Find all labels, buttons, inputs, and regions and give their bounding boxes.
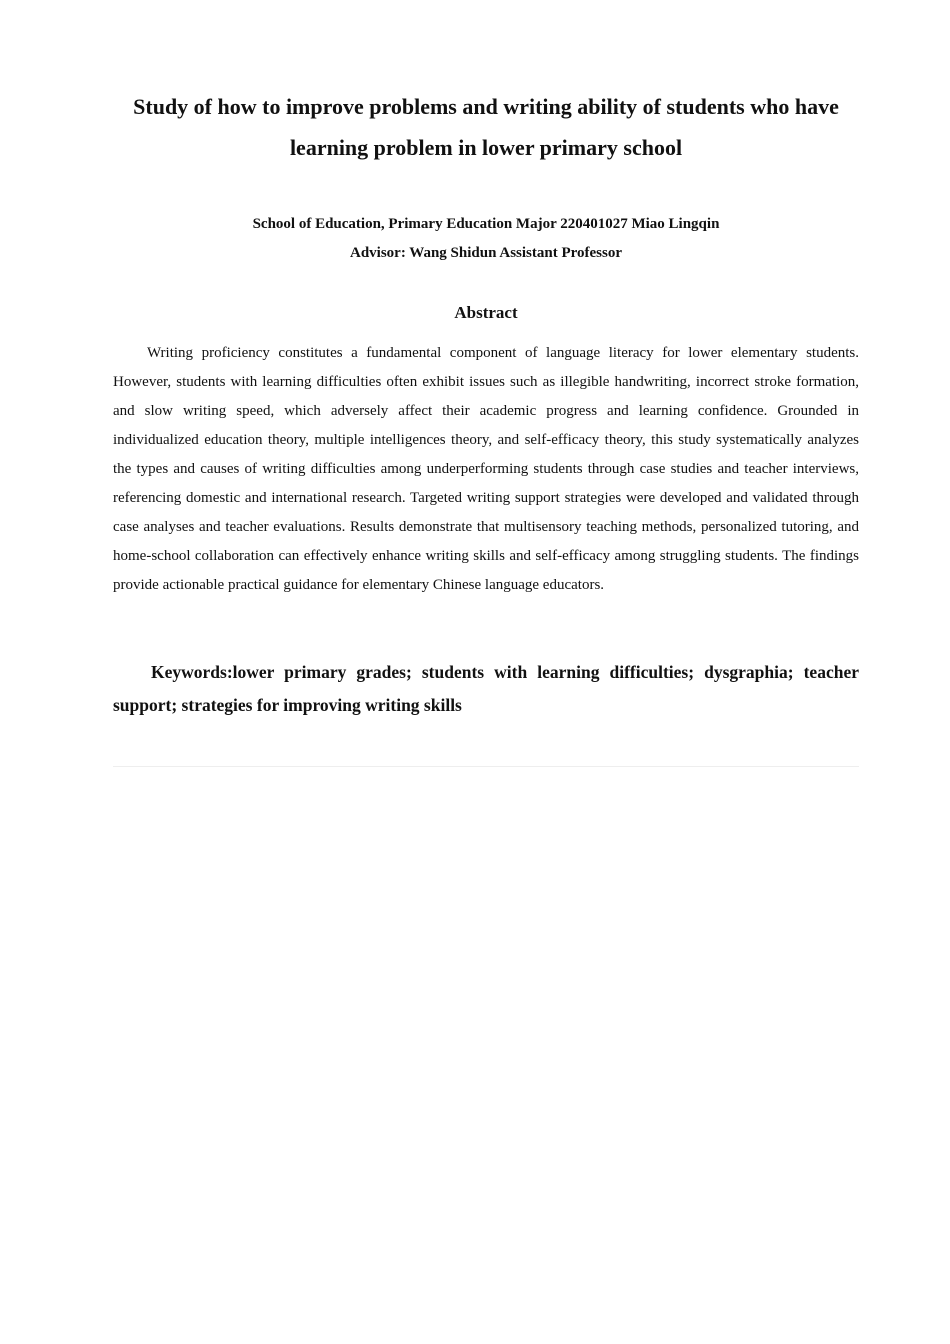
abstract-heading: Abstract — [454, 303, 518, 322]
keywords-paragraph: Keywords:lower primary grades; students with learning difficulties; dysgraphia; teacher support; strategies for improving writing skills — [113, 662, 859, 715]
abstract-body: Writing proficiency constitutes a fundamental component of language literacy for lower elementary students. However, students with learning difficulties often exhibit issues such as illegible handwriting, incorrect stroke formation, and slow writing speed, which adversely affect their academic progress and learning confidence. Grounded in individualized education theory, multiple intelligences theory, and self-efficacy theory, this study systematically analyzes the types and causes of writing difficulties among underperforming students through case studies and teacher interviews, referencing domestic and international research. Targeted writing support strategies were developed and validated through case analyses and teacher evaluations. Results demonstrate that multisensory teaching methods, personalized tutoring, and home-school collaboration can effectively enhance writing skills and self-efficacy among struggling students. The findings provide actionable practical guidance for elementary Chinese language educators. — [113, 345, 859, 593]
paper-title: Study of how to improve problems and writing ability of students who have learning problem in lower primary school — [133, 94, 839, 160]
advisor-line: Advisor: Wang Shidun Assistant Professor — [349, 245, 622, 261]
author-line: School of Education, Primary Education Major 220401027 Miao Lingqin — [252, 216, 720, 232]
section-divider — [113, 766, 859, 767]
